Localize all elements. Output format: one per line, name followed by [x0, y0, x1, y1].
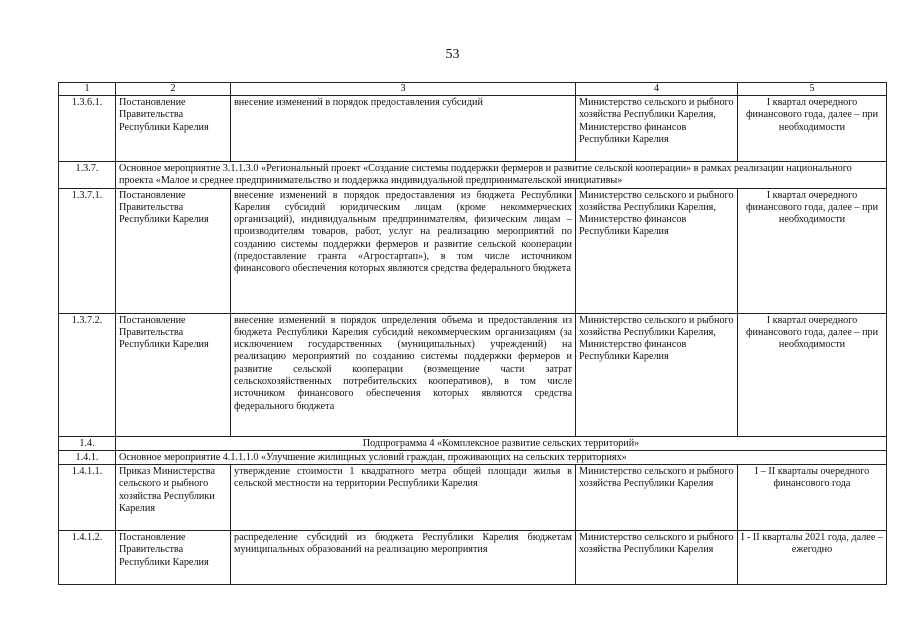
row-number: 1.3.7.2. [59, 313, 116, 436]
deadline: I квартал очередного финансового года, далее – при необходимости [738, 96, 887, 162]
section-number: 1.4.1. [59, 450, 116, 464]
table-row [59, 465, 887, 531]
action-description: распределение субсидий из бюджета Республики Карелия бюджетам муниципальных образований на реализацию мероприятия [231, 531, 576, 585]
section-title: Основное мероприятие 4.1.1.1.0 «Улучшение жилищных условий граждан, проживающих на сельских территориях» [116, 450, 887, 464]
section-row [59, 436, 887, 450]
row-number: 1.4.1.1. [59, 465, 116, 531]
legal-act-type: Постановление Правительства Республики Карелия [116, 531, 231, 585]
header-col-5: 5 [738, 83, 887, 96]
section-number: 1.3.7. [59, 162, 116, 189]
row-number: 1.3.7.1. [59, 188, 116, 313]
header-col-2: 2 [116, 83, 231, 96]
action-description: внесение изменений в порядок определения объема и предоставления из бюджета Республики Карелия субсидий некоммерческим организациям (за исключением государственных (муниципальных) учреждений) на реализацию мероприятий по созданию системы поддержки фермеров и развитие сельской кооперации (возмещение части затрат сельскохозяйственных потребительских кооперативов), в том числе источником финансового обеспечения которых являются средства федерального бюджета [231, 313, 576, 436]
deadline: I квартал очередного финансового года, далее – при необходимости [738, 188, 887, 313]
responsible-executors: Министерство сельского и рыбного хозяйства Республики Карелия [576, 465, 738, 531]
header-col-3: 3 [231, 83, 576, 96]
deadline: I квартал очередного финансового года, далее – при необходимости [738, 313, 887, 436]
row-number: 1.3.6.1. [59, 96, 116, 162]
row-number: 1.4.1.2. [59, 531, 116, 585]
table-row [59, 531, 887, 585]
legal-act-type: Постановление Правительства Республики Карелия [116, 313, 231, 436]
action-description: утверждение стоимости 1 квадратного метра общей площади жилья в сельской местности на территории Республики Карелия [231, 465, 576, 531]
plan-table [58, 82, 887, 585]
section-row [59, 450, 887, 464]
action-description: внесение изменений в порядок предоставления субсидий [231, 96, 576, 162]
legal-act-type: Приказ Министерства сельского и рыбного хозяйства Республики Карелия [116, 465, 231, 531]
responsible-executors: Министерство сельского и рыбного хозяйства Республики Карелия [576, 531, 738, 585]
responsible-executors: Министерство сельского и рыбного хозяйства Республики Карелия, Министерство финансов Республики Карелия [576, 96, 738, 162]
section-number: 1.4. [59, 436, 116, 450]
table-row [59, 96, 887, 162]
table-row [59, 188, 887, 313]
table-row [59, 313, 887, 436]
page-number: 53 [445, 47, 460, 62]
section-title: Основное мероприятие 3.1.1.3.0 «Региональный проект «Создание системы поддержки фермеров и развитие сельской кооперации» в рамках реализации национального проекта «Малое и среднее предпринимательство и поддержка индивидуальной предпринимательской инициативы» [116, 162, 887, 189]
section-title: Подпрограмма 4 «Комплексное развитие сельских территорий» [116, 436, 887, 450]
section-row [59, 162, 887, 189]
responsible-executors: Министерство сельского и рыбного хозяйства Республики Карелия, Министерство финансов Республики Карелия [576, 188, 738, 313]
deadline: I - II кварталы 2021 года, далее – ежегодно [738, 531, 887, 585]
header-col-1: 1 [59, 83, 116, 96]
table-header-row [59, 83, 887, 96]
header-col-4: 4 [576, 83, 738, 96]
responsible-executors: Министерство сельского и рыбного хозяйства Республики Карелия, Министерство финансов Республики Карелия [576, 313, 738, 436]
legal-act-type: Постановление Правительства Республики Карелия [116, 96, 231, 162]
deadline: I – II кварталы очередного финансового года [738, 465, 887, 531]
action-description: внесение изменений в порядок предоставления из бюджета Республики Карелия субсидий юридическим лицам (кроме некоммерческих организаций), индивидуальным предпринимателям, физическим лицам – производителям товаров, работ, услуг на реализацию мероприятий по созданию системы поддержки фермеров и развитие сельской кооперации (предоставление гранта «Агростартап»), в том числе источником финансового обеспечения которых являются средства федерального бюджета [231, 188, 576, 313]
legal-act-type: Постановление Правительства Республики Карелия [116, 188, 231, 313]
